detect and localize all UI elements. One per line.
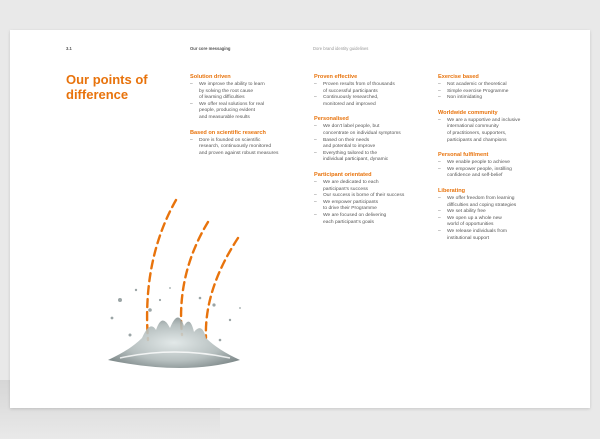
title-line-1: Our points of (66, 72, 148, 87)
list-item: – Proven results from of thousands of successful participants (314, 82, 432, 95)
list-item: – We enable people to achieve (438, 160, 556, 167)
section-heading: Participant orientated (314, 171, 372, 178)
page-title (66, 72, 176, 102)
document-label: Dore brand identity guidelines (313, 46, 369, 51)
section-worldwide-community (438, 110, 556, 144)
orange-dashed-arc (181, 222, 208, 335)
list-item: – We offer real solutions for real people, producing evident and measurable results (190, 102, 308, 122)
list-item: – Simple exercise Programme (438, 89, 556, 96)
water-splash-illustration (90, 150, 260, 370)
section-heading: Personal fulfilment (438, 152, 489, 159)
section-heading: Personalised (314, 116, 349, 123)
list-item: – We don't label people, but concentrate on individual symptoms (314, 124, 432, 137)
section-exercise-based (438, 74, 556, 102)
column-3 (438, 74, 556, 250)
list-item: – We empower participants to drive their Programme (314, 200, 432, 213)
section-participant-orientated (314, 172, 432, 226)
section-personalised (314, 116, 432, 164)
section-solution-driven (190, 74, 308, 122)
list-item: – We open up a whole new world of opportunities (438, 216, 556, 229)
list-item: – We improve the ability to learn by solving the root cause of learning difficulties (190, 82, 308, 102)
section-heading: Worldwide community (438, 109, 498, 116)
section-liberating (438, 188, 556, 242)
title-line-2: difference (66, 87, 129, 102)
section-heading: Proven effective (314, 74, 358, 80)
section-heading: Liberating (438, 187, 466, 194)
orange-dashed-arc (147, 200, 176, 340)
list-item: – Not academic or theoretical (438, 82, 556, 89)
water-splash-body (108, 317, 240, 368)
column-2 (314, 74, 432, 234)
section-label: Our core messaging (190, 46, 231, 51)
section-proven-effective (314, 74, 432, 108)
list-item: – Dore is founded on scientific research, continuously monitored and proven against robust measures (190, 138, 308, 158)
list-item: – We empower people, instilling confidence and self-belief (438, 167, 556, 180)
list-item: – We are dedicated to each participant's success (314, 180, 432, 193)
section-heading: Exercise based (438, 74, 479, 80)
list-item: – We set ability free (438, 209, 556, 216)
section-personal-fulfilment (438, 152, 556, 180)
section-heading: Solution driven (190, 74, 231, 80)
section-heading: Based on scientific research (190, 129, 266, 136)
list-item: – Continuously researched, monitored and improved (314, 95, 432, 108)
page-number: 3.1 (66, 46, 72, 51)
list-item: – Non intimidating (438, 95, 556, 102)
orange-dashed-arc (206, 238, 238, 338)
list-item: – We are a supportive and inclusive international community of practitioners, supporters, participants and champions (438, 118, 556, 144)
list-item: – Everything tailored to the individual participant, dynamic (314, 151, 432, 164)
list-item: – Based on their needs and potential to improve (314, 138, 432, 151)
list-item: – Our success is borne of their success (314, 193, 432, 200)
list-item: – We offer freedom from learning difficulties and coping strategies (438, 196, 556, 209)
list-item: – We are focused on delivering each participant's goals (314, 213, 432, 226)
list-item: – We release individuals from institutional support (438, 229, 556, 242)
